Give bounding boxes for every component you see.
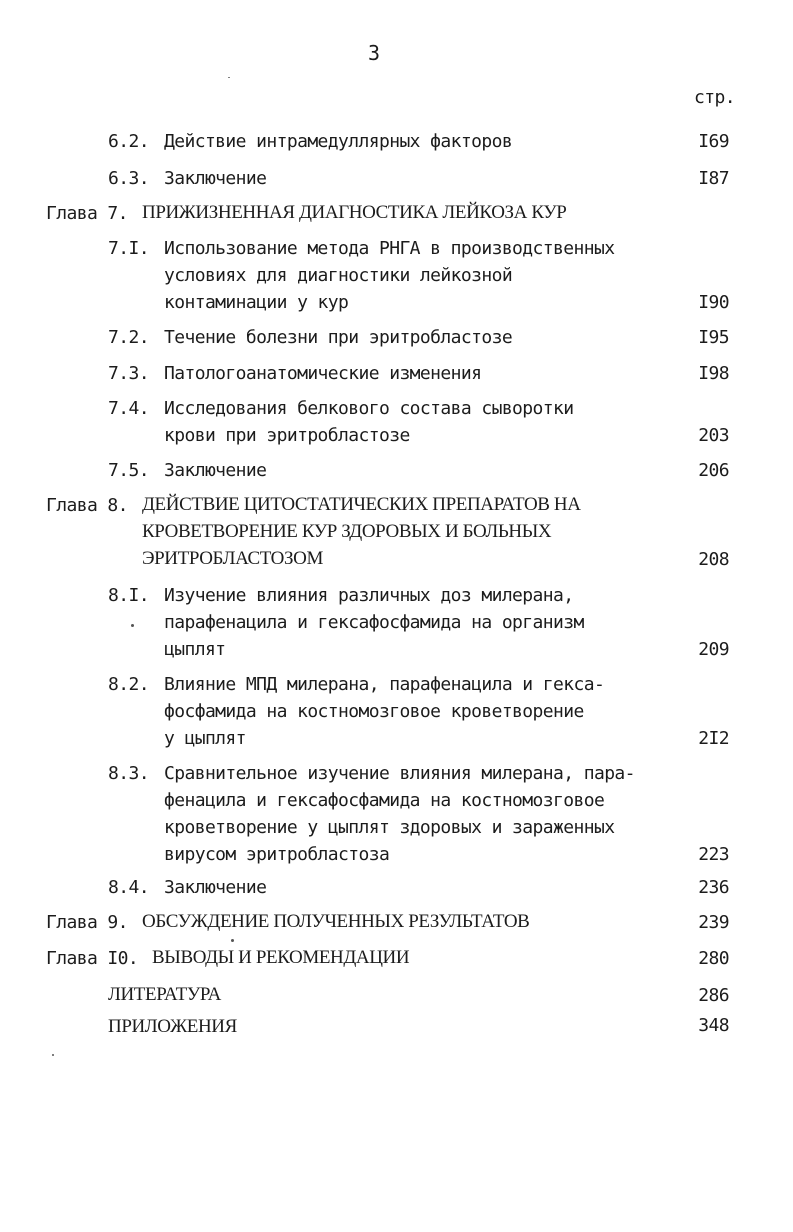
chapter-10-title: ВЫВОДЫ И РЕКОМЕНДАЦИИ [152, 947, 410, 968]
toc-title-6-3: Заключение [164, 168, 267, 189]
page-number: 3 [368, 41, 380, 65]
toc-page-7-3: I98 [698, 363, 729, 384]
appendices-page: 348 [698, 1015, 729, 1036]
toc-num-8-4: 8.4. [108, 877, 149, 898]
toc-title-7-1-line-1: Использование метода РНГА в производственных [164, 238, 615, 259]
literature-title: ЛИТЕРАТУРА [108, 984, 221, 1005]
toc-page-8-2: 2I2 [698, 728, 729, 749]
toc-title-8-3-line-4: вирусом эритробластоза [164, 844, 390, 865]
chapter-9-title: ОБСУЖДЕНИЕ ПОЛУЧЕННЫХ РЕЗУЛЬТАТОВ [142, 911, 530, 932]
toc-page-8-1: 209 [698, 639, 729, 660]
toc-page-7-5: 206 [698, 460, 729, 481]
toc-page-6-2: I69 [698, 131, 729, 152]
toc-title-7-4-line-2: крови при эритробластозе [164, 425, 410, 446]
toc-num-7-5: 7.5. [108, 460, 149, 481]
chapter-8-title-line-3: ЭРИТРОБЛАСТОЗОМ [142, 548, 323, 569]
chapter-7-label: Глава 7. [46, 203, 128, 224]
literature-page: 286 [698, 985, 729, 1006]
toc-title-8-4: Заключение [164, 877, 267, 898]
toc-title-8-2-line-3: у цыплят [164, 728, 246, 749]
toc-title-8-1-line-3: цыплят [164, 639, 226, 660]
toc-num-7-4: 7.4. [108, 398, 149, 419]
scan-speck [228, 77, 230, 78]
toc-page-7-1: I90 [698, 292, 729, 313]
chapter-10-page: 280 [698, 948, 729, 969]
toc-title-8-1-line-2: парафенацила и гексафосфамида на организм [164, 612, 584, 633]
page-column-label: стр. [694, 87, 735, 108]
toc-page-8-4: 236 [698, 877, 729, 898]
toc-title-7-4-line-1: Исследования белкового состава сыворотки [164, 398, 574, 419]
toc-page-7-2: I95 [698, 327, 729, 348]
toc-title-7-1-line-3: контаминации у кур [164, 292, 349, 313]
chapter-10-label: Глава I0. [46, 948, 139, 969]
toc-title-7-2: Течение болезни при эритробластозе [164, 327, 513, 348]
toc-num-8-2: 8.2. [108, 674, 149, 695]
toc-num-6-3: 6.3. [108, 168, 149, 189]
toc-title-8-3-line-3: кроветворение у цыплят здоровых и зараженных [164, 817, 615, 838]
chapter-9-page: 239 [698, 912, 729, 933]
toc-page-6-3: I87 [698, 168, 729, 189]
toc-title-6-2: Действие интрамедуллярных факторов [164, 131, 513, 152]
chapter-8-page: 208 [698, 549, 729, 570]
toc-title-7-1-line-2: условиях для диагностики лейкозной [164, 265, 513, 286]
toc-page-8-3: 223 [698, 844, 729, 865]
toc-num-7-1: 7.I. [108, 238, 149, 259]
toc-title-8-3-line-1: Сравнительное изучение влияния милерана, пара- [164, 763, 635, 784]
toc-title-8-2-line-1: Влияние МПД милерана, парафенацила и гекса- [164, 674, 605, 695]
toc-title-7-5: Заключение [164, 460, 267, 481]
toc-page-7-4: 203 [698, 425, 729, 446]
toc-title-8-1-line-1: Изучение влияния различных доз милерана, [164, 585, 574, 606]
chapter-9-label: Глава 9. [46, 912, 128, 933]
chapter-8-title-line-2: КРОВЕТВОРЕНИЕ КУР ЗДОРОВЫХ И БОЛЬНЫХ [142, 521, 552, 542]
scan-speck [231, 939, 234, 942]
toc-title-8-3-line-2: фенацила и гексафосфамида на костномозговое [164, 790, 605, 811]
toc-num-6-2: 6.2. [108, 131, 149, 152]
toc-num-7-2: 7.2. [108, 327, 149, 348]
chapter-8-title-line-1: ДЕЙСТВИЕ ЦИТОСТАТИЧЕСКИХ ПРЕПАРАТОВ НА [142, 494, 581, 515]
chapter-8-label: Глава 8. [46, 495, 128, 516]
toc-title-7-3: Патологоанатомические изменения [164, 363, 482, 384]
toc-num-7-3: 7.3. [108, 363, 149, 384]
appendices-title: ПРИЛОЖЕНИЯ [108, 1016, 237, 1037]
chapter-7-title: ПРИЖИЗНЕННАЯ ДИАГНОСТИКА ЛЕЙКОЗА КУР [142, 202, 567, 223]
toc-num-8-1: 8.I. [108, 585, 149, 606]
scan-speck [131, 624, 134, 627]
toc-num-8-3: 8.3. [108, 763, 149, 784]
toc-title-8-2-line-2: фосфамида на костномозговое кроветворение [164, 701, 584, 722]
scan-speck [52, 1054, 54, 1056]
